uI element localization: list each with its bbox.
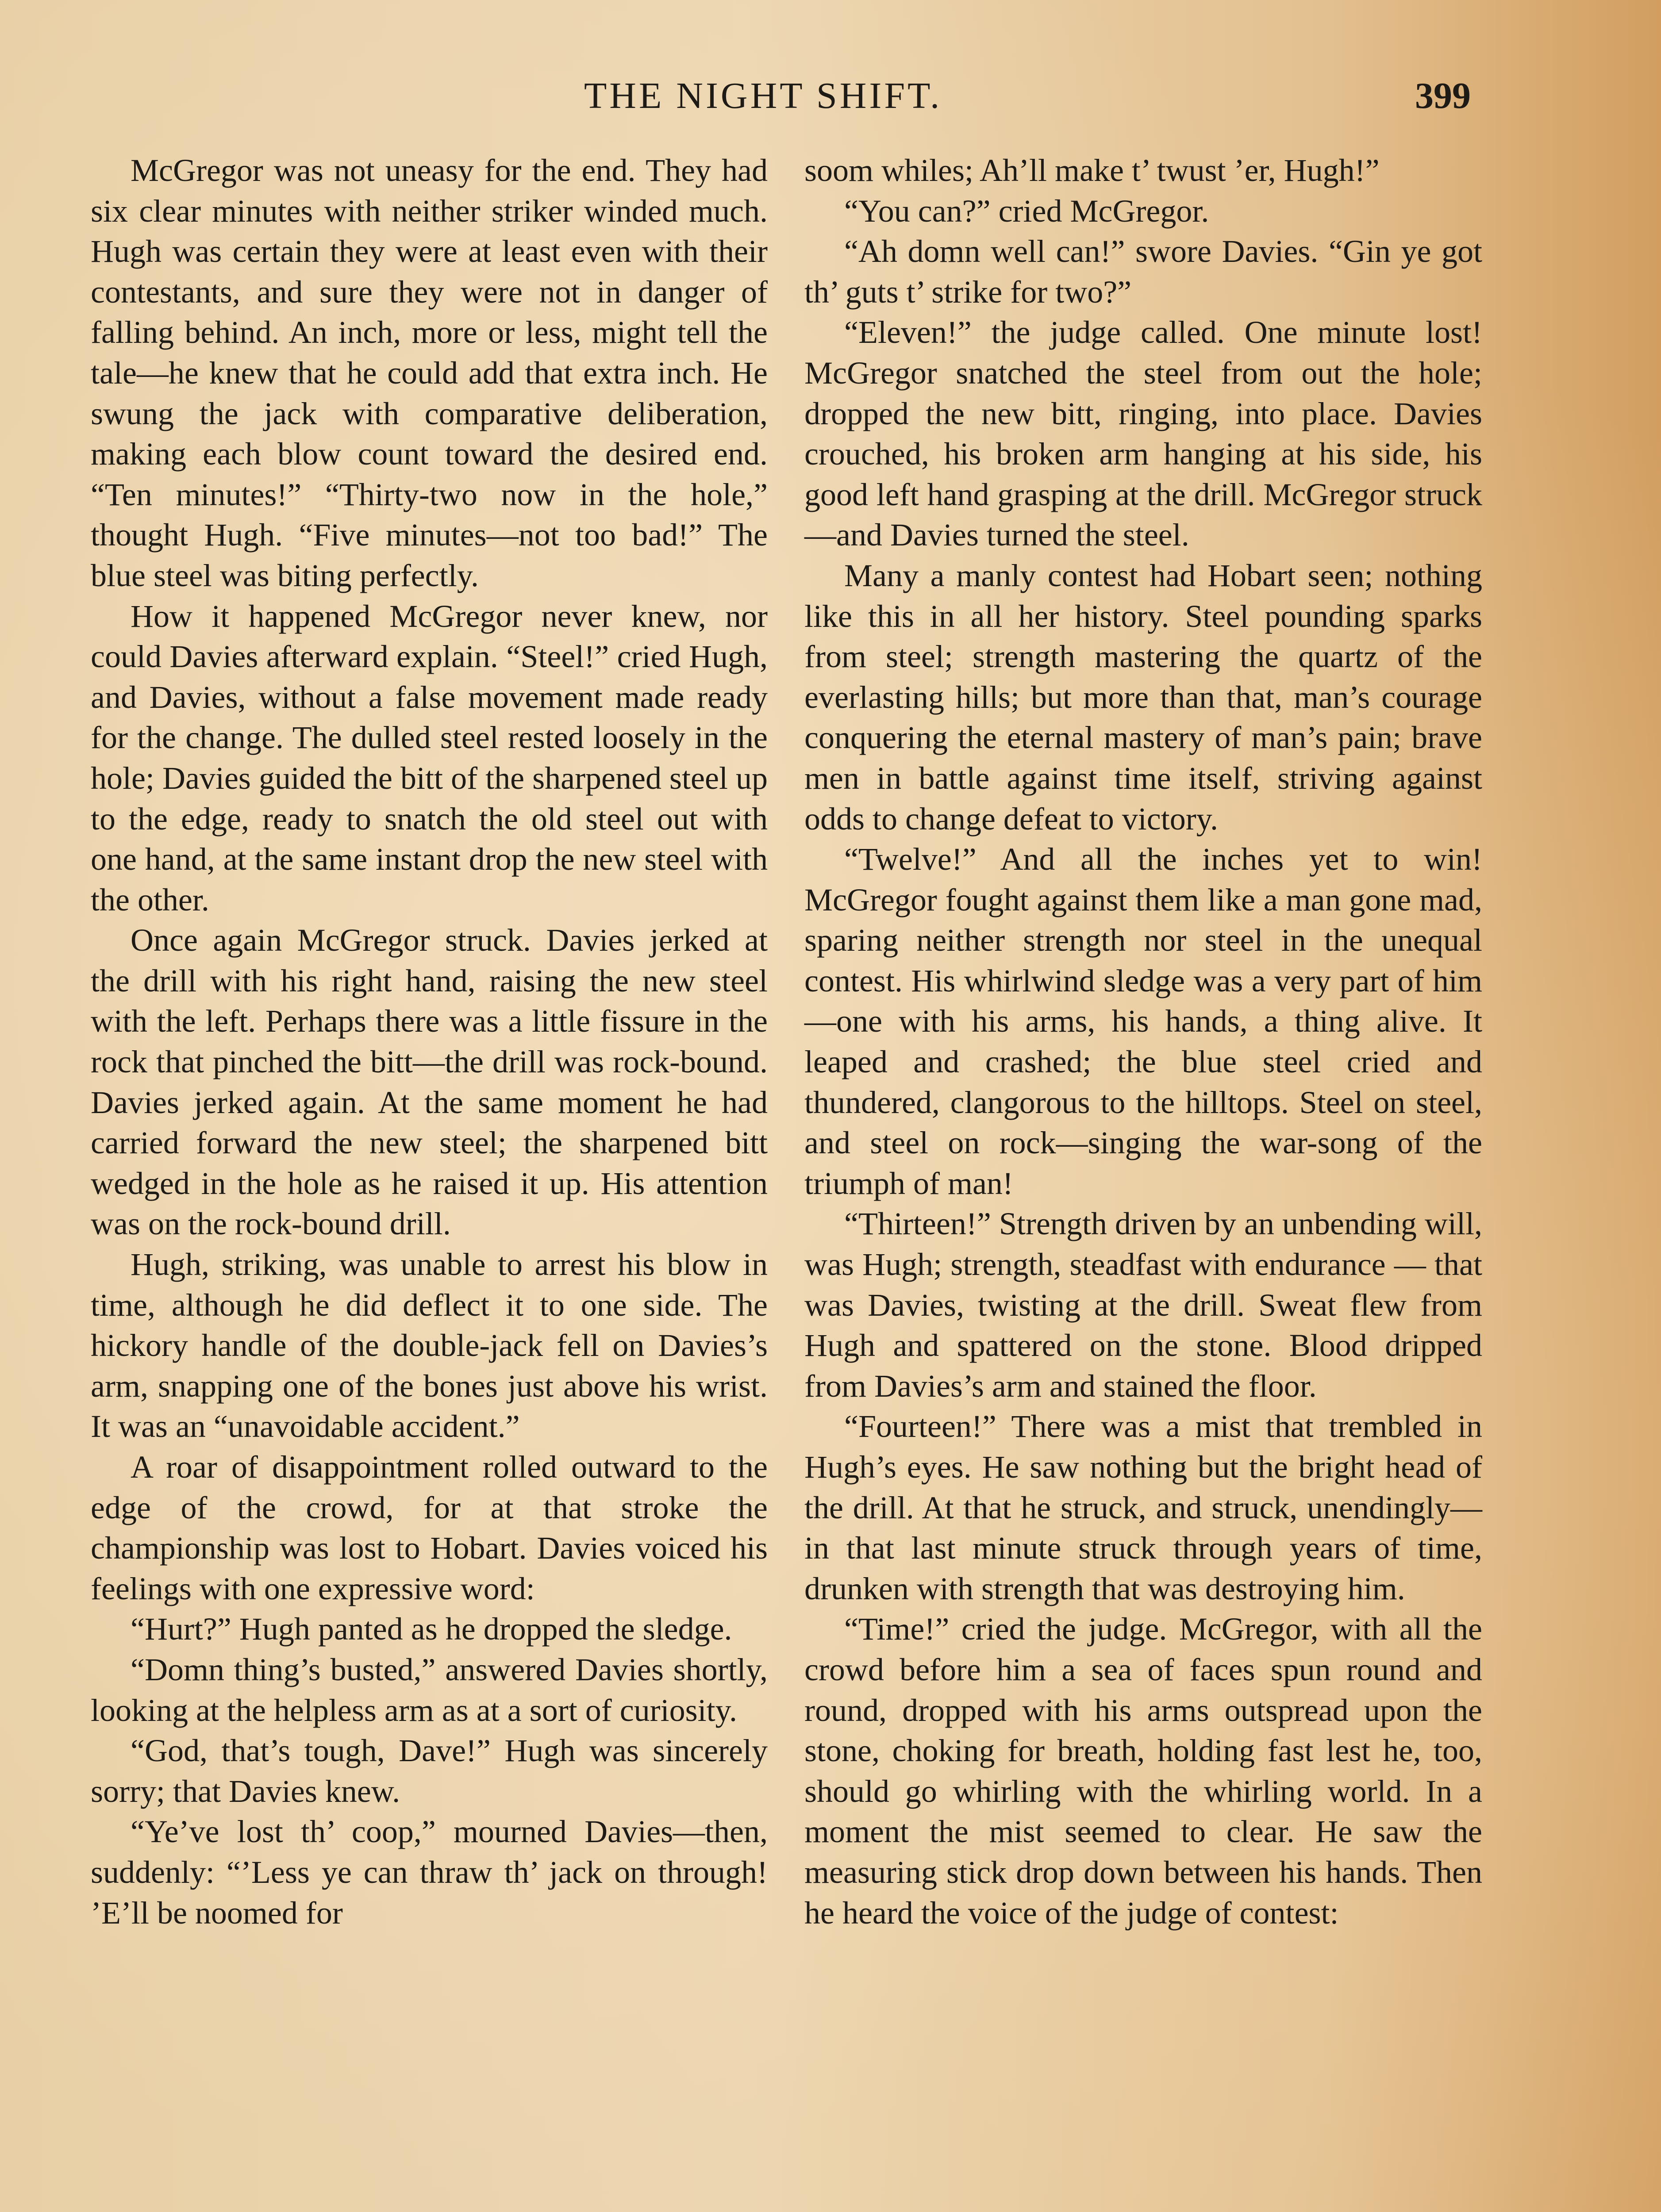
left-column xyxy=(91,150,768,1933)
paragraph: “Hurt?” Hugh panted as he dropped the sledge. xyxy=(131,1611,732,1647)
paragraph: “Eleven!” the judge called. One minute lost! McGregor snatched the steel from out the hole; dropped the new bitt, ringing, into place. Davies crouched, his broken arm hanging at his side, his good left hand grasping at the drill. McGregor struck—and Davies turned the steel. xyxy=(804,315,1482,553)
paragraph: “Ye’ve lost th’ coop,” mourned Davies—then, suddenly: “’Less ye can thraw th’ jack on through! ’E’ll be noomed for xyxy=(91,1814,768,1931)
paragraph: McGregor was not uneasy for the end. They had six clear minutes with neither striker winded much. Hugh was certain they were at least even with their contestants, and sure they were not in danger of falling behind. An inch, more or less, might tell the tale—he knew that he could add that extra inch. He swung the jack with comparative deliberation, making each blow count toward the desired end. “Ten minutes!” “Thirty-two now in the hole,” thought Hugh. “Five minutes—not too bad!” The blue steel was biting perfectly. xyxy=(91,153,768,593)
paragraph: Hugh, striking, was unable to arrest his blow in time, although he did deflect it to one side. The hickory handle of the double-jack fell on Davies’s arm, snapping one of the bones just above his wrist. It was an “unavoidable accident.” xyxy=(91,1247,768,1444)
paragraph: A roar of disappointment rolled outward to the edge of the crowd, for at that stroke the championship was lost to Hobart. Davies voiced his feelings with one expressive word: xyxy=(91,1449,768,1606)
paragraph: How it happened McGregor never knew, nor could Davies afterward explain. “Steel!” cried Hugh, and Davies, without a false movement made ready for the change. The dulled steel rested loosely in the hole; Davies guided the bitt of the sharpened steel up to the edge, ready to snatch the old steel out with one hand, at the same instant drop the new steel with the other. xyxy=(91,598,768,918)
paragraph: “You can?” cried McGregor. xyxy=(844,193,1209,229)
page-number: 399 xyxy=(1415,75,1471,116)
paragraph: “Domn thing’s busted,” answered Davies shortly, looking at the helpless arm as at a sort of curiosity. xyxy=(91,1651,768,1728)
paragraph: Once again McGregor struck. Davies jerked at the drill with his right hand, raising the new steel with the left. Perhaps there was a little fissure in the rock that pinched the bitt—the drill was rock-bound. Davies jerked again. At the same moment he had carried forward the new steel; the sharpened bitt wedged in the hole as he raised it up. His attention was on the rock-bound drill. xyxy=(91,922,768,1242)
right-column xyxy=(804,150,1482,1933)
paragraph: “God, that’s tough, Dave!” Hugh was sincerely sorry; that Davies knew. xyxy=(91,1733,768,1809)
paragraph-continuation: soom whiles; Ah’ll make t’ twust ’er, Hugh!” xyxy=(804,153,1380,188)
paragraph: “Ah domn well can!” swore Davies. “Gin ye got th’ guts t’ strike for two?” xyxy=(804,234,1482,310)
paragraph: “Time!” cried the judge. McGregor, with all the crowd before him a sea of faces spun round and round, dropped with his arms outspread upon the stone, choking for breath, holding fast lest he, too, should go whirling with the whirling world. In a moment the mist seemed to clear. He saw the measuring stick drop down between his hands. Then he heard the voice of the judge of contest: xyxy=(804,1611,1482,1931)
paragraph: Many a manly contest had Hobart seen; nothing like this in all her history. Steel pounding sparks from steel; strength mastering the quartz of the everlasting hills; but more than that, man’s courage conquering the eternal mastery of man’s pain; brave men in battle against time itself, striving against odds to change defeat to victory. xyxy=(804,557,1482,837)
paragraph: “Twelve!” And all the inches yet to win! McGregor fought against them like a man gone mad, sparing neither strength nor steel in the unequal contest. His whirlwind sledge was a very part of him—one with his arms, his hands, a thing alive. It leaped and crashed; the blue steel cried and thundered, clangorous to the hilltops. Steel on steel, and steel on rock—singing the war-song of the triumph of man! xyxy=(804,841,1482,1201)
running-header-title: THE NIGHT SHIFT. xyxy=(584,75,942,116)
paragraph: “Fourteen!” There was a mist that trembled in Hugh’s eyes. He saw nothing but the bright head of the drill. At that he struck, and struck, unendingly—in that last minute struck through years of time, drunken with strength that was destroying him. xyxy=(804,1409,1482,1606)
paragraph: “Thirteen!” Strength driven by an unbending will, was Hugh; strength, steadfast with endurance — that was Davies, twisting at the drill. Sweat flew from Hugh and spattered on the stone. Blood dripped from Davies’s arm and stained the floor. xyxy=(804,1206,1482,1404)
